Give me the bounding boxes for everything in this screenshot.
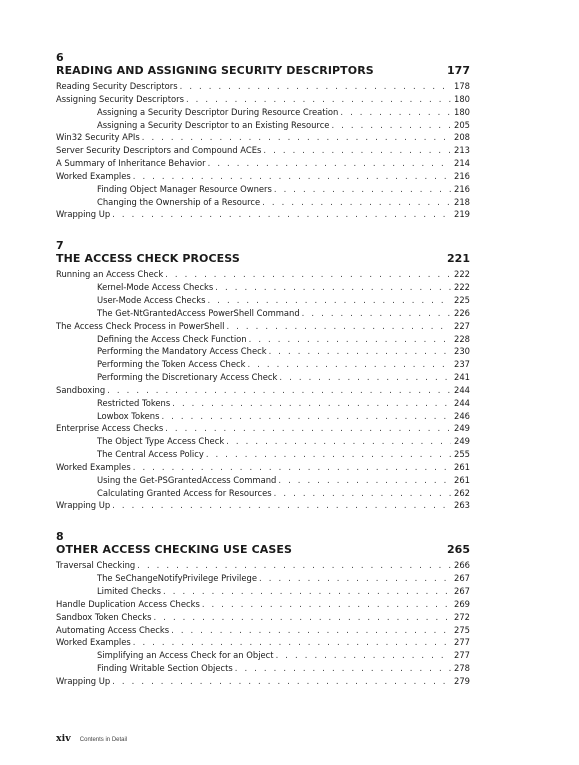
entry-title: Kernel-Mode Access Checks (97, 282, 214, 293)
toc-entry[interactable] (56, 611, 470, 624)
toc-subentry[interactable] (56, 307, 470, 320)
chapter-title: OTHER ACCESS CHECKING USE CASES (56, 543, 293, 557)
toc-subentry[interactable] (56, 106, 470, 119)
entry-page-number: 222 (454, 269, 470, 280)
entry-page-number: 263 (454, 500, 470, 511)
entry-page-number: 279 (454, 675, 470, 686)
dot-leader (302, 307, 451, 320)
dot-leader (142, 131, 451, 144)
dot-leader (269, 345, 451, 358)
toc-entry[interactable] (56, 208, 470, 221)
dot-leader (276, 649, 451, 662)
dot-leader (208, 157, 451, 170)
toc-entry[interactable] (56, 499, 470, 512)
entry-title: Handle Duplication Access Checks (56, 598, 200, 609)
entry-title: Reading Security Descriptors (56, 81, 178, 91)
toc-entry[interactable] (56, 320, 470, 333)
toc-subentry[interactable] (56, 345, 470, 358)
chapter-heading[interactable] (56, 252, 470, 266)
dot-leader (154, 611, 452, 624)
entry-title: A Summary of Inheritance Behavior (56, 158, 206, 169)
entry-title: Performing the Token Access Check (97, 359, 246, 370)
entry-page-number: 278 (454, 663, 470, 674)
chapter-title: THE ACCESS CHECK PROCESS (56, 252, 240, 266)
toc-subentry[interactable] (56, 448, 470, 461)
entry-title: Calculating Granted Access for Resources (97, 487, 272, 498)
toc-entry[interactable] (56, 675, 470, 688)
entry-title: User-Mode Access Checks (97, 294, 206, 305)
dot-leader (274, 487, 451, 500)
chapter-heading[interactable] (56, 543, 470, 557)
entry-page-number: 261 (454, 461, 470, 472)
dot-leader (206, 448, 451, 461)
toc-entry[interactable] (56, 170, 470, 183)
dot-leader (112, 675, 451, 688)
entry-title: Enterprise Access Checks (56, 423, 164, 434)
entry-page-number: 219 (454, 209, 470, 220)
toc-subentry[interactable] (56, 333, 470, 346)
toc-entry[interactable] (56, 559, 470, 572)
toc-subentry[interactable] (56, 410, 470, 423)
toc-subentry[interactable] (56, 397, 470, 410)
entry-title: Traversal Checking (56, 560, 136, 571)
dot-leader (133, 170, 451, 183)
toc-entry[interactable] (56, 80, 470, 93)
dot-leader (133, 636, 451, 649)
chapter-title: READING AND ASSIGNING SECURITY DESCRIPTORS (56, 64, 374, 77)
toc-entry[interactable] (56, 93, 470, 106)
toc-subentry[interactable] (56, 435, 470, 448)
toc-entry[interactable] (56, 144, 470, 157)
entry-page-number: 214 (454, 158, 470, 169)
dot-leader (259, 572, 451, 585)
toc-entry[interactable] (56, 268, 470, 281)
entry-page-number: 230 (454, 346, 470, 357)
entry-title: The Access Check Process in PowerShell (56, 320, 225, 331)
entry-page-number: 272 (454, 611, 470, 622)
entry-title: Server Security Descriptors and Compound ACEs (56, 145, 262, 156)
page-footer (56, 733, 127, 744)
entry-title: Changing the Ownership of a Resource (97, 196, 261, 207)
entry-page-number: 218 (454, 196, 470, 207)
entry-page-number: 267 (454, 573, 470, 584)
entry-page-number: 225 (454, 294, 470, 305)
entry-title: Wrapping Up (56, 675, 111, 686)
dot-leader (331, 119, 451, 132)
dot-leader (137, 559, 451, 572)
entry-page-number: 266 (454, 560, 470, 571)
entry-page-number: 277 (454, 650, 470, 661)
dot-leader (262, 196, 451, 209)
entry-page-number: 261 (454, 474, 470, 485)
entry-page-number: 222 (454, 282, 470, 293)
entry-page-number: 262 (454, 487, 470, 498)
entry-page-number: 228 (454, 333, 470, 344)
dot-leader (278, 474, 451, 487)
entry-page-number: 227 (454, 320, 470, 331)
dot-leader (226, 320, 451, 333)
footer-page-number: xiv (56, 733, 71, 744)
entry-page-number: 205 (454, 119, 470, 130)
entry-title: Finding Object Manager Resource Owners (97, 183, 272, 194)
entry-page-number: 277 (454, 637, 470, 648)
dot-leader (263, 144, 451, 157)
dot-leader (186, 93, 451, 106)
dot-leader (180, 80, 451, 93)
dot-leader (202, 598, 451, 611)
toc-subentry[interactable] (56, 487, 470, 500)
toc-subentry[interactable] (56, 358, 470, 371)
dot-leader (107, 384, 451, 397)
entry-title: Performing the Discretionary Access Check (97, 372, 278, 383)
toc-subentry[interactable] (56, 572, 470, 585)
entry-page-number: 249 (454, 436, 470, 447)
dot-leader (215, 281, 451, 294)
dot-leader (165, 422, 451, 435)
entry-title: Finding Writable Section Objects (97, 663, 233, 674)
toc-subentry[interactable] (56, 585, 470, 598)
entry-page-number: 208 (454, 132, 470, 143)
toc-subentry[interactable] (56, 662, 470, 675)
toc-entry[interactable] (56, 624, 470, 637)
entry-title: Restricted Tokens (97, 397, 171, 408)
entry-page-number: 246 (454, 410, 470, 421)
chapter-section (56, 531, 470, 687)
entry-title: Assigning a Security Descriptor During Resource Creation (97, 106, 339, 117)
entry-page-number: 267 (454, 586, 470, 596)
entry-title: Assigning a Security Descriptor to an Existing Resource (97, 119, 330, 130)
dot-leader (247, 358, 451, 371)
entry-page-number: 180 (454, 106, 470, 117)
toc-entry[interactable] (56, 157, 470, 170)
entry-title: Using the Get-PSGrantedAccess Command (97, 474, 277, 485)
entry-title: Worked Examples (56, 637, 131, 648)
entry-title: Lowbox Tokens (97, 410, 160, 421)
entry-title: Assigning Security Descriptors (56, 93, 184, 104)
entry-page-number: 237 (454, 359, 470, 370)
entry-page-number: 213 (454, 145, 470, 156)
entry-title: The Central Access Policy (97, 449, 204, 460)
entry-page-number: 216 (454, 183, 470, 194)
entry-page-number: 180 (454, 93, 470, 104)
entry-title: Defining the Access Check Function (97, 333, 247, 344)
toc-subentry[interactable] (56, 474, 470, 487)
entry-title: Running an Access Check (56, 269, 164, 280)
toc-entry[interactable] (56, 384, 470, 397)
entry-title: The SeChangeNotifyPrivilege Privilege (97, 573, 257, 584)
toc-subentry[interactable] (56, 183, 470, 196)
footer-running-title: Contents in Detail (79, 737, 128, 743)
entry-title: Sandboxing (56, 384, 106, 395)
toc-entry[interactable] (56, 131, 470, 144)
toc-subentry[interactable] (56, 649, 470, 662)
dot-leader (340, 106, 451, 119)
toc-subentry[interactable] (56, 294, 470, 307)
dot-leader (279, 371, 451, 384)
dot-leader (226, 435, 451, 448)
entry-page-number: 216 (454, 170, 470, 181)
dot-leader (165, 268, 451, 281)
chapter-page-number: 221 (447, 252, 470, 266)
entry-title: Win32 Security APIs (56, 132, 140, 143)
entry-page-number: 244 (454, 384, 470, 395)
chapter-section (56, 52, 470, 221)
dot-leader (249, 333, 451, 346)
entry-title: Simplifying an Access Check for an Object (97, 650, 274, 661)
dot-leader (112, 208, 451, 221)
dot-leader (172, 397, 451, 410)
entry-page-number: 249 (454, 423, 470, 434)
entry-title: Limited Checks (97, 586, 162, 596)
toc-entry[interactable] (56, 636, 470, 649)
dot-leader (163, 585, 451, 598)
dot-leader (161, 410, 451, 423)
entry-page-number: 255 (454, 449, 470, 460)
entry-title: Worked Examples (56, 461, 131, 472)
dot-leader (274, 183, 451, 196)
toc-subentry[interactable] (56, 281, 470, 294)
toc-subentry[interactable] (56, 371, 470, 384)
chapter-number: 7 (56, 239, 64, 253)
chapter-number: 8 (56, 530, 64, 544)
toc-entry[interactable] (56, 461, 470, 474)
toc-entry[interactable] (56, 598, 470, 611)
dot-leader (171, 624, 451, 637)
entry-page-number: 275 (454, 624, 470, 635)
toc-subentry[interactable] (56, 196, 470, 209)
toc-subentry[interactable] (56, 119, 470, 132)
entry-page-number: 244 (454, 397, 470, 408)
entry-page-number: 241 (454, 372, 470, 383)
dot-leader (208, 294, 451, 307)
toc-entry[interactable] (56, 422, 470, 435)
table-of-contents (56, 52, 470, 707)
entry-title: The Object Type Access Check (97, 436, 225, 447)
dot-leader (112, 499, 451, 512)
entry-page-number: 269 (454, 598, 470, 609)
entry-title: Sandbox Token Checks (56, 611, 152, 622)
entry-title: The Get-NtGrantedAccess PowerShell Command (97, 307, 300, 318)
entry-title: Worked Examples (56, 170, 131, 181)
chapter-section (56, 240, 470, 512)
entry-title: Automating Access Checks (56, 624, 170, 635)
chapter-page-number: 265 (447, 543, 470, 557)
chapter-number: 6 (56, 51, 64, 64)
entry-page-number: 178 (454, 81, 470, 91)
entry-title: Performing the Mandatory Access Check (97, 346, 267, 357)
chapter-heading[interactable] (56, 64, 470, 78)
dot-leader (133, 461, 451, 474)
entry-title: Wrapping Up (56, 209, 111, 220)
entry-page-number: 226 (454, 307, 470, 318)
chapter-page-number: 177 (447, 64, 470, 77)
entry-title: Wrapping Up (56, 500, 111, 511)
dot-leader (235, 662, 451, 675)
